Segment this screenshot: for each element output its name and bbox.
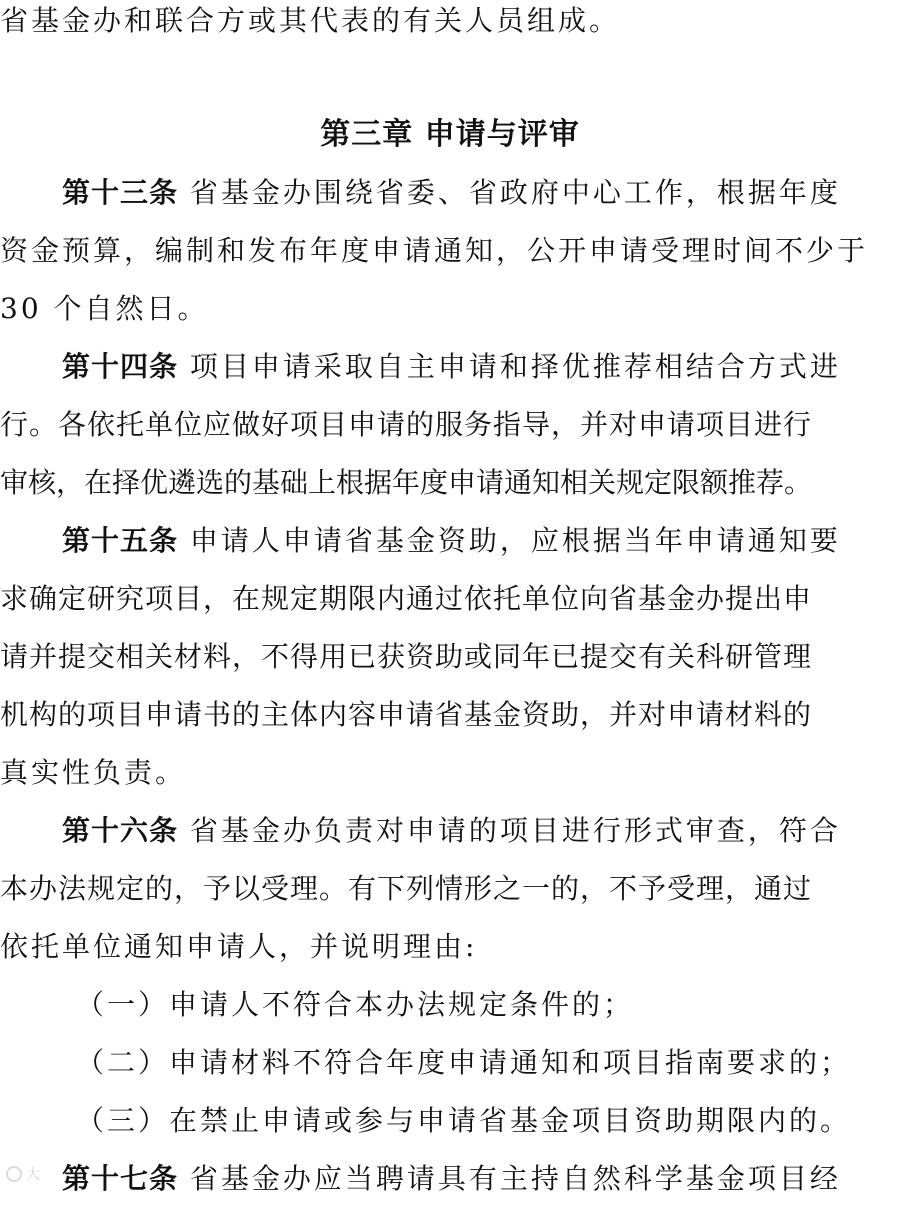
text-line: 省基金办和联合方或其代表的有关人员组成。 (0, 4, 621, 37)
article-16-line-1: 第十六条 省基金办负责对申请的项目进行形式审查，符合 (62, 814, 841, 847)
article-15-line-2: 求确定研究项目，在规定期限内通过依托单位向省基金办提出申 (0, 582, 813, 615)
article-label: 第十四条 (62, 350, 179, 383)
article-17-line-1: 第十七条 省基金办应当聘请具有主持自然科学基金项目经 (62, 1162, 841, 1195)
article-label: 第十三条 (62, 176, 179, 209)
article-15-line-1: 第十五条 申请人申请省基金资助，应根据当年申请通知要 (62, 524, 841, 557)
list-item-1: （一）申请人不符合本办法规定条件的； (76, 988, 635, 1021)
article-label: 第十七条 (62, 1162, 179, 1195)
article-14-line-3: 审核，在择优遴选的基础上根据年度申请通知相关规定限额推荐。 (0, 466, 813, 499)
article-14-line-1: 第十四条 项目申请采取自主申请和择优推荐相结合方式进 (62, 350, 841, 383)
article-16-line-3: 依托单位通知申请人，并说明理由: (0, 930, 478, 963)
article-label: 第十五条 (62, 524, 179, 557)
list-item-3: （三）在禁止申请或参与申请省基金项目资助期限内的。 (76, 1104, 852, 1137)
article-label: 第十六条 (62, 814, 179, 847)
article-16-line-2: 本办法规定的，予以受理。有下列情形之一的，不予受理，通过 (0, 872, 813, 905)
list-item-2: （二）申请材料不符合年度申请通知和项目指南要求的； (76, 1046, 852, 1079)
article-15-line-4: 机构的项目申请书的主体内容申请省基金资助，并对申请材料的 (0, 698, 813, 731)
chapter-heading: 第三章 申请与评审 (320, 117, 580, 152)
watermark-logo-icon (6, 1166, 22, 1182)
watermark-text: 大 (26, 1167, 40, 1183)
watermark (6, 1162, 40, 1186)
article-15-line-3: 请并提交相关材料，不得用已获资助或同年已提交有关科研管理 (0, 640, 813, 673)
article-14-line-2: 行。各依托单位应做好项目申请的服务指导，并对申请项目进行 (0, 408, 813, 441)
article-13-line-3: 30 个自然日。 (0, 292, 209, 325)
article-13-line-2: 资金预算，编制和发布年度申请通知，公开申请受理时间不少于 (0, 234, 869, 267)
article-13-line-1: 第十三条 省基金办围绕省委、省政府中心工作，根据年度 (62, 176, 841, 209)
article-15-line-5: 真实性负责。 (0, 756, 187, 789)
